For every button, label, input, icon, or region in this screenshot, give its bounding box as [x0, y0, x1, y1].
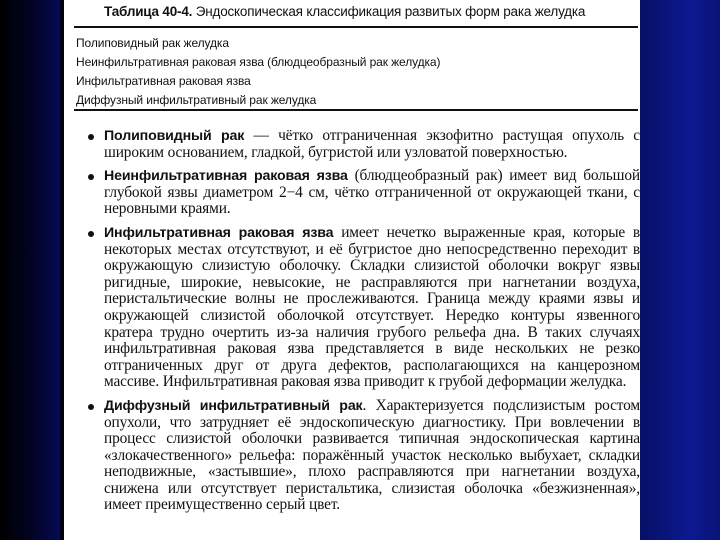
table-body — [76, 34, 636, 110]
table-top-rule — [74, 26, 638, 28]
table-row: Полиповидный рак желудка — [76, 36, 229, 50]
bullet-term: Полиповидный рак — [104, 128, 245, 144]
bullet-term: Неинфильтративная раковая язва — [104, 168, 348, 185]
table-row: Инфильтративная раковая язва — [76, 74, 251, 88]
table-row: Диффузный инфильтративный рак желудка — [76, 93, 317, 107]
bullet-dot-icon — [88, 404, 94, 410]
bullet-dot-icon — [88, 231, 94, 237]
bullet-body: имеет нечетко выраженные края, которые в некоторых местах отсутствуют, и её бугристое дно непосредственно переходит в окружающую слизистую оболочку. Складки слизистой оболочки вокруг язвы ригидные, широкие, невысокие, не расправляются при нагнетании воздуха, перистальтические волны не прослеживаются. Граница между краями язвы и окружающей слизистой оболочкой отсутствует. Нередко контуры язвенного кратера трудно очертить из-за наличия грубого рельефа дна. В таких случаях инфильтративная раковая язва представляется в виде нескольких не резко отграниченных друг от друга дефектов, располагающихся на канцерозном массиве. Инфильтративная раковая язва приводит к грубой деформации желудка. — [104, 223, 640, 391]
bullet-text — [104, 225, 640, 391]
bullet-list — [74, 128, 640, 521]
bullet-term: Диффузный инфильтративный рак — [104, 397, 363, 414]
table-title-caption: Эндоскопическая классификация развитых форм рака желудка — [195, 4, 586, 19]
bullet-text — [104, 128, 640, 161]
bullet-dot-icon — [88, 174, 94, 180]
list-item — [74, 128, 640, 161]
bullet-dot-icon — [88, 134, 94, 140]
table-title — [104, 4, 634, 19]
table-bottom-rule — [74, 109, 638, 111]
bullet-term: Инфильтративная раковая язва — [104, 224, 334, 241]
table-title-label: Таблица 40-4. — [104, 4, 193, 19]
bullet-text — [104, 168, 640, 218]
left-background-strip — [0, 0, 60, 540]
bullet-body: . Характеризуется подслизистым ростом опухоли, что затрудняет её эндоскопическую диагностику. При вовлечении в процесс слизистой оболочки развивается типичная эндоскопическая картина «злокачественного» рельефа: поражённый участок несколько выбухает, складки неподвижные, «застывшие», плохо расправляются при нагнетании воздуха, снижена или отсутствует перистальтика, слизистая оболочка «безжизненная», имеет преимущественно серый цвет. — [104, 396, 640, 514]
table-row: Неинфильтративная раковая язва (блюдцеобразный рак желудка) — [76, 55, 441, 69]
list-item — [74, 168, 640, 218]
bullet-text — [104, 398, 640, 514]
list-item — [74, 225, 640, 391]
bullet-body: — чётко отграниченная экзофитно растущая опухоль с широким основанием, гладкой, бугристой или узловатой поверхностью. — [104, 127, 640, 161]
list-item — [74, 398, 640, 514]
bullet-body: (блюдцеобразный рак) имеет вид большой глубокой язвы диаметром 2−4 см, чётко отграниченной от окружающей ткани, с неровными краями. — [104, 167, 640, 218]
right-background-strip — [644, 0, 720, 540]
document-page — [64, 0, 640, 540]
